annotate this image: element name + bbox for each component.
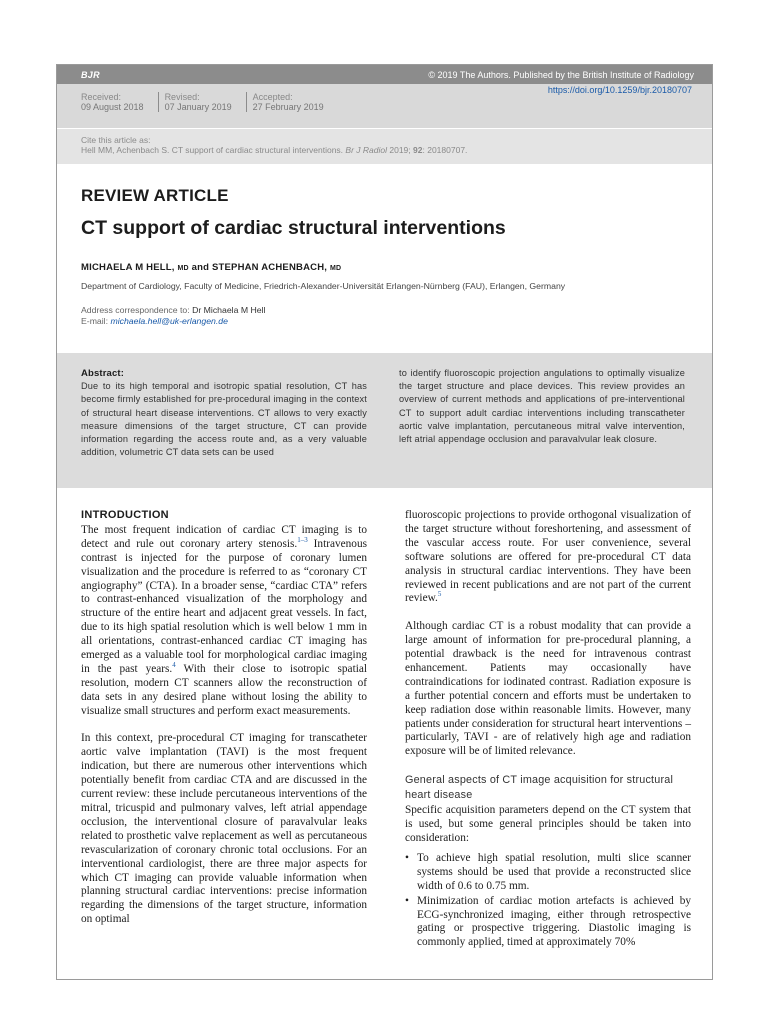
email-link[interactable]: michaela.hell@uk-erlangen.de (110, 315, 228, 326)
copyright-notice: © 2019 The Authors. Published by the British Institute of Radiology (428, 69, 694, 80)
journal-bar (57, 65, 712, 84)
cite-label: Cite this article as: (81, 135, 151, 145)
intro-heading: INTRODUCTION (81, 509, 169, 521)
correspondence: Address correspondence to: Dr Michaela M Hell E-mail: michaela.hell@uk-erlangen.de (81, 305, 266, 326)
bullet-list (405, 852, 691, 950)
reference-link[interactable]: 5 (437, 590, 442, 599)
list-item: • To achieve high spatial resolution, multi slice scanner systems should be used that provide a reconstructed slice width of 0.6 to 0.75 mm. (405, 852, 691, 894)
citation-box (57, 128, 712, 164)
subsection-heading: General aspects of CT image acquisition for structural heart disease (405, 774, 674, 802)
paragraph: fluoroscopic projections to provide orthogonal visualization of the target structure without foreshortening, and assessment of the vascular access route. For user convenience, several software solutions are offered for pre-procedural CT data analysis in structural cardiac interventions. They have been reviewed in recent publications and are not part of the current review.$^5$ (405, 509, 691, 605)
abstract-heading: Abstract: (81, 368, 125, 379)
abstract-right: to identify fluoroscopic projection angulations to optimally visualize the target structure and place devices. This review provides an overview of current methods and applications of pre-interventional CT to support adult cardiac interventions including transcatheter aortic valve implantation, percutaneous mitral valve intervention, left atrial appendage occlusion and paravalvular leak closure. (399, 368, 685, 445)
article-header (57, 186, 712, 326)
abstract-left: Abstract: Due to its high temporal and isotropic spatial resolution, CT has become firmly established for pre-procedural imaging in the context of structural heart disease interventions. CT allows to very exactly measure dimensions of the target structure, CT can provide information regarding the access route and, as a very valuable addition, volumetric CT data sets can be used (81, 368, 367, 458)
reference-link[interactable]: 1–3 (297, 536, 308, 545)
paragraph: The most frequent indication of cardiac CT imaging is to detect and rule out coronary artery stenosis.$^{1-3}$ Intravenous contrast is injected for the purpose of coronary lumen visualization and the procedure is referred to as “coronary CT angiography” (CTA). In a broader sense, “cardiac CTA” refers to contrast-enhanced visualization of the morphology and structure of the entire heart and adjacent great vessels. In fact, due to its high spatial resolution which is well below 1 mm in all orientations, contrast-enhanced cardiac CT imaging has emerged as a valuable tool for morphological cardiac imaging in the past years.$^4$ With their close to isotropic spatial resolution, modern CT scanners allow the reconstruction of data sets in any desired plane without losing the ability to visualize small structures and perform exact measurements. (81, 523, 368, 717)
article-title: CT support of cardiac structural interventions (81, 217, 506, 239)
article-page (56, 64, 713, 980)
paragraph: Although cardiac CT is a robust modality that can provide a large amount of information for pre-procedural planning, a potential drawback is the need for intravenous contrast enhancement. Patients may occasionally have contraindications for iodinated contrast. Radiation exposure is a further potential concern and efforts must be undertaken to keep radiation dose within reasonable limits. However, many patients under consideration for structural heart interventions – particularly, TAVI - are of relatively high age and radiation exposure will be of limited relevance. (405, 620, 691, 758)
article-type: REVIEW ARTICLE (81, 186, 229, 205)
article-body (81, 509, 691, 951)
received-date: Received: 09 August 2018 (81, 92, 159, 112)
body-right-column (405, 509, 691, 951)
journal-name: BJR (81, 69, 100, 80)
cite-text: Hell MM, Achenbach S. CT support of cardiac structural interventions. Br J Radiol 2019; 92: 20180707. (81, 145, 468, 155)
abstract-box (57, 353, 712, 488)
affiliation: Department of Cardiology, Faculty of Medicine, Friedrich-Alexander-Universität Erlangen-Nürnberg (FAU), Erlangen, Germany (81, 281, 566, 291)
body-left-column (81, 509, 367, 951)
reference-link[interactable]: 4 (172, 661, 176, 670)
author-list: MICHAELA M HELL, MD and STEPHAN ACHENBACH, MD (81, 262, 342, 273)
revised-date: Revised: 07 January 2019 (165, 92, 247, 112)
dates-band (57, 84, 712, 128)
paragraph: In this context, pre-procedural CT imaging for transcatheter aortic valve implantation (TAVI) is the most frequent indication, but there are numerous other interventions which potentially benefit from cardiac CTA and are discussed in the current review: these include percutaneous interventions of the mitral, tricuspid and pulmonary valves, left atrial appendage occlusion, the interventional closure of paravalvular leaks related to prosthetic valve replacement as well as percutaneous revascularization of coronary chronic total occlusions. For an interventional cardiologist, there are three major aspects for which CT imaging can provide valuable information when planning structural cardiac interventions: precise information regarding the dimensions of the target structure, information on optimal (81, 732, 367, 926)
accepted-date: Accepted: 27 February 2019 (252, 92, 324, 112)
paragraph: Specific acquisition parameters depend on the CT system that is used, but some general principles should be taken into consideration: (405, 804, 691, 844)
doi-link[interactable]: https://doi.org/10.1259/bjr.20180707 (547, 85, 692, 95)
list-item: • Minimization of cardiac motion artefacts is achieved by ECG-synchronized imaging, either through retrospective gating or prospective triggering. Diastolic imaging is commonly applied, timed at approximately 70% (405, 895, 691, 951)
